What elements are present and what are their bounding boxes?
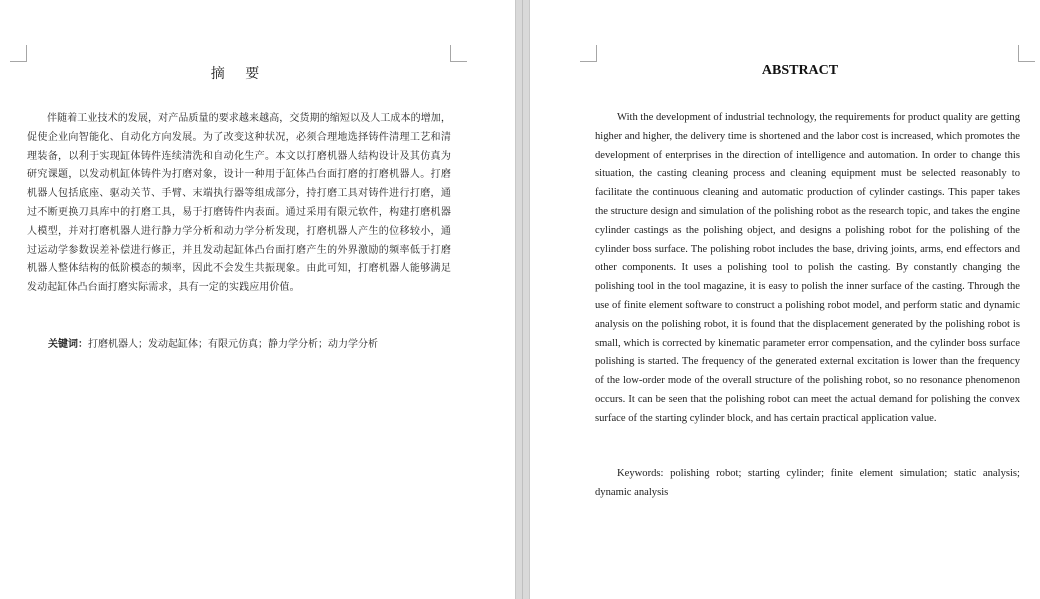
keywords-text-cn: 打磨机器人；发动起缸体；有限元仿真；静力学分析；动力学分析 — [88, 339, 378, 350]
crop-mark-top-right — [1018, 45, 1035, 62]
abstract-body-en: With the development of industrial technology, the requirements for product quality are getting higher and higher, the delivery time is shortened and the labor cost is increased, which promotes the development of enterprises in the direction of intelligence and automation. In order to change this situation, the casting cleaning process and cleaning equipment must be selected reasonably to facilitate the continuous cleaning and automatic production of cylinder castings. This paper takes the structure design and simulation of the polishing robot as the research topic, and takes the engine cylinder castings as the polishing object, and designs a polishing robot for the polishing of the cylinder boss surface. The polishing robot includes the base, driving joints, arms, end effectors and other components. It uses a polishing tool to polish the casting. By constantly changing the polishing tool in the tool magazine, it is easy to polish the inner surface of the casting. Through the use of finite element software to construct a polishing robot model, and perform static and dynamic analysis on the polishing robot, it is found that the displacement generated by the polishing robot is small, which is corrected by kinematic parameter error compensation, and the cylinder boss surface polishing is started. The frequency of the generated external excitation is lower than the frequency of the low-order mode of the overall structure of the polishing robot, so no resonance phenomenon occurs. It can be seen that the polishing robot can meet the actual demand for polishing the convex surface of the starting cylinder block, and has certain practical application value. — [595, 112, 1020, 424]
abstract-title-en: ABSTRACT — [761, 63, 839, 78]
crop-mark-top-left — [10, 45, 27, 62]
abstract-title-cn: 摘 要 — [210, 66, 268, 82]
keywords-en: Keywords: polishing robot; starting cylinder; finite element simulation; static analysis; dynamic analysis — [595, 468, 1020, 498]
crop-mark-top-right — [450, 45, 467, 62]
gutter-divider — [522, 0, 523, 599]
keywords-label-cn: 关键词： — [48, 339, 88, 350]
right-page — [530, 0, 1040, 599]
crop-mark-top-left — [580, 45, 597, 62]
keywords-cn — [48, 335, 448, 350]
page-gutter — [515, 0, 530, 599]
left-page — [0, 0, 515, 599]
abstract-body-cn: 伴随着工业技术的发展，对产品质量的要求越来越高，交货期的缩短以及人工成本的增加，促使企业向智能化、自动化方向发展。为了改变这种状况，必须合理地选择铸件清理工艺和清理装备，以利于实现缸体铸件连续清洗和自动化生产。本文以打磨机器人结构设计及其仿真为研究课题，以发动机缸体铸件为打磨对象，设计一种用于缸体凸台面打磨的打磨机器人。打磨机器人包括底座、驱动关节、手臂、末端执行器等组成部分，持打磨工具对铸件进行打磨，通过不断更换刀具库中的打磨工具，易于打磨铸件内表面。通过采用有限元软件，构建打磨机器人模型，并对打磨机器人进行静力学分析和动力学分析发现，打磨机器人产生的位移较小，通过运动学参数误差补偿进行修正，并且发动起缸体凸台面打磨产生的外界激励的频率低于打磨机器人整体结构的低阶模态的频率，因此不会发生共振现象。由此可知，打磨机器人能够满足发动起缸体凸台面打磨实际需求，具有一定的实践应用价值。 — [27, 113, 451, 294]
